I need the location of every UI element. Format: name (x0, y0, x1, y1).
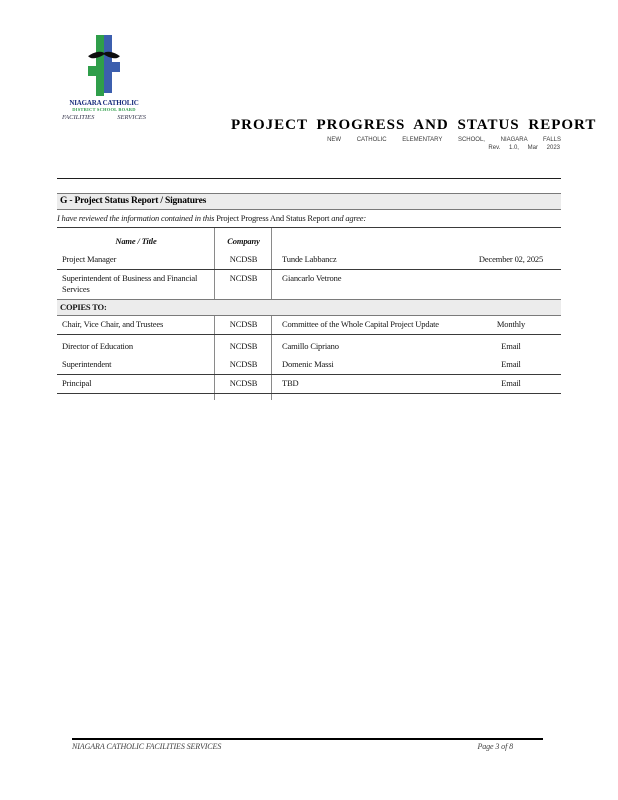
table-row (57, 316, 561, 335)
table-row (57, 270, 561, 299)
header-divider (57, 178, 561, 179)
cell-company: NCDSB (215, 375, 272, 393)
cross-leaf-logo-icon (87, 35, 121, 97)
cell-person: Camillo Cipriano (282, 341, 339, 352)
table-row (57, 251, 561, 270)
cell-name-title: Project Manager (57, 251, 215, 269)
cell-company: NCDSB (215, 356, 272, 374)
org-subname: DISTRICT SCHOOL BOARD (72, 107, 136, 112)
logo-cross-blue-arm (111, 62, 120, 72)
department-services: SERVICES (117, 114, 146, 121)
footer-org-label: NIAGARA CATHOLIC FACILITIES SERVICES (72, 742, 222, 751)
table-divider-stub (57, 394, 561, 400)
org-logo (58, 35, 150, 121)
table-header-row (57, 228, 561, 251)
report-subtitle: NEW CATHOLIC ELEMENTARY SCHOOL, NIAGARA FALLS (327, 137, 561, 143)
org-name: NIAGARA CATHOLIC (69, 99, 139, 107)
table-row (57, 375, 561, 394)
intro-statement (57, 213, 561, 228)
cell-detail: December 02, 2025 (478, 254, 544, 265)
section-heading: G - Project Status Report / Signatures (57, 193, 561, 210)
report-header (231, 117, 597, 151)
cell-detail: Email (501, 378, 521, 389)
cell-person: Domenic Massi (282, 359, 334, 370)
department-facilities: FACILITIES (62, 114, 95, 121)
intro-part2: Project Progress And Status Report (216, 213, 332, 223)
table-row (57, 335, 561, 356)
cell-detail: Email (501, 341, 521, 352)
signatures-table (57, 228, 561, 400)
logo-cross-green-bar (96, 35, 104, 96)
stub-cell (460, 394, 561, 400)
cell-company: NCDSB (215, 335, 272, 356)
cell-detail: Monthly (496, 319, 526, 330)
logo-cross-green-arm (88, 66, 97, 76)
col-header-person (272, 228, 460, 251)
intro-part3: and agree: (331, 213, 367, 223)
cell-detail (460, 270, 561, 299)
cell-person: Committee of the Whole Capital Project Update (282, 319, 439, 330)
col-header-detail (460, 228, 561, 251)
cell-name-title: Chair, Vice Chair, and Trustees (57, 316, 215, 334)
col-header-name-title: Name / Title (57, 228, 215, 251)
table-row (57, 356, 561, 375)
col-header-company: Company (215, 228, 272, 251)
page-number: Page 3 of 8 (477, 742, 513, 751)
stub-cell (215, 394, 272, 400)
cell-detail: Email (501, 359, 521, 370)
cell-name-title: Superintendent of Business and Financial Services (57, 270, 215, 299)
page-footer (72, 738, 543, 751)
cell-name-title: Director of Education (57, 335, 215, 356)
cell-company: NCDSB (215, 316, 272, 334)
copies-to-heading: COPIES TO: (57, 299, 561, 316)
cell-person: Giancarlo Vetrone (282, 273, 342, 284)
stub-cell (272, 394, 460, 400)
cell-person: TBD (282, 378, 299, 389)
cell-name-title: Principal (57, 375, 215, 393)
cell-company: NCDSB (215, 251, 272, 269)
report-revision: Rev. 1.0, Mar 2023 (488, 145, 560, 151)
intro-part1: I have reviewed the information contained in this (57, 213, 217, 223)
stub-cell (57, 394, 215, 400)
report-title: PROJECT PROGRESS AND STATUS REPORT (231, 117, 597, 133)
section-content (57, 193, 561, 400)
cell-name-title: Superintendent (57, 356, 215, 374)
department-label (62, 114, 146, 121)
cell-person: Tunde Labbancz (282, 254, 337, 265)
cell-company: NCDSB (215, 270, 272, 299)
